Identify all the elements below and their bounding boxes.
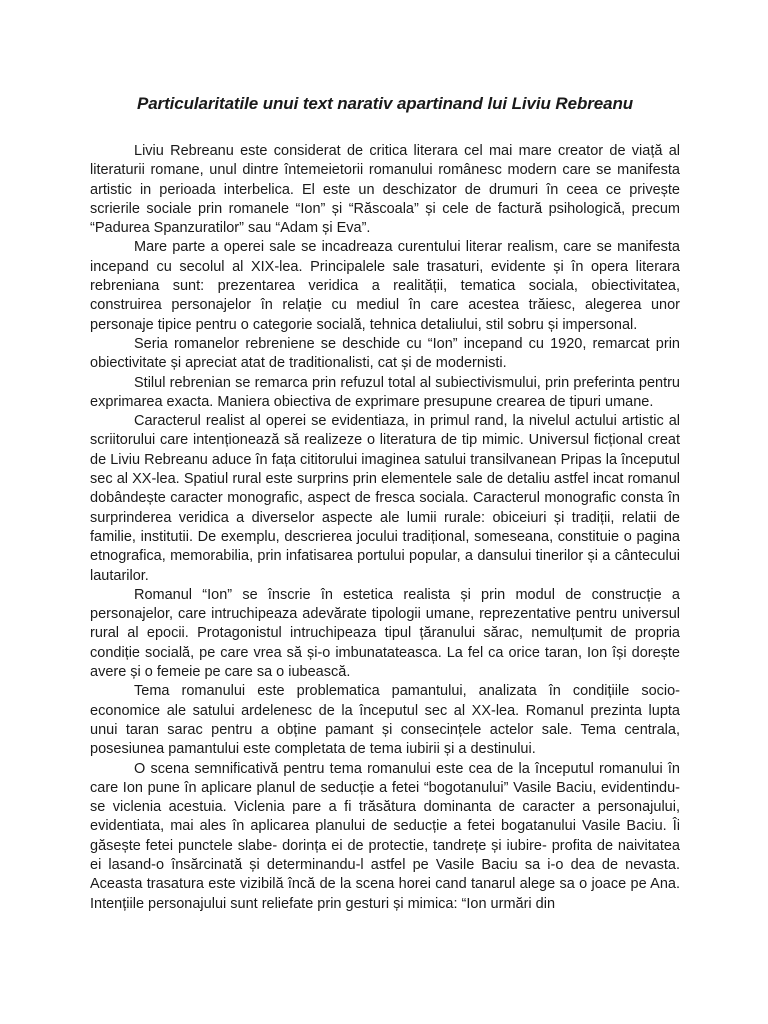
- paragraph: Mare parte a operei sale se incadreaza curentului literar realism, care se manifesta incepand cu secolul al XIX-lea. Principalele sale trasaturi, evidente și în opera literara rebreniana sunt: prezentarea veridica a realității, tematica sociala, obiectivitatea, construirea personajelor în relație cu mediul în care acestea trăiesc, alegerea unor personaje tipice pentru o categorie socială, tehnica detaliului, stil sobru și impersonal.: [90, 239, 680, 333]
- paragraph: Liviu Rebreanu este considerat de critica literara cel mai mare creator de viață al literaturii romane, unul dintre întemeietorii romanului românesc modern care se manifesta artistic in perioada interbelica. El este un deschizator de drumuri în ceea ce privește scrierile sociale prin romanele “Ion” și “Răscoala” și cele de factură psihologică, precum “Padurea Spanzuratilor” sau “Adam și Eva”.: [90, 143, 680, 237]
- document-title: Particularitatile unui text narativ apartinand lui Liviu Rebreanu: [136, 94, 634, 113]
- paragraph: Romanul “Ion” se înscrie în estetica realista și prin modul de construcție a personajelor, care intruchipeaza adevărate tipologii umane, reprezentative pentru universul rural al epocii. Protagonistul intruchipeaza tipul țăranului sărac, nemulțumit de propria condiție socială, pe care vrea să și-o imbunatateasca. La fel ca orice taran, Ion își dorește avere și o femeie pe care sa o iubească.: [90, 586, 680, 681]
- paragraph: Stilul rebrenian se remarca prin refuzul total al subiectivismului, prin preferinta pentru exprimarea exacta. Maniera obiectiva de exprimare presupune crearea de tipuri umane.: [90, 374, 680, 410]
- paragraph: Tema romanului este problematica pamantului, analizata în condițiile socio-economice ale satului ardelenesc de la începutul sec al XX-lea. Romanul prezinta lupta unui taran sarac pentru a obține pamant și consecințele actelor sale. Tema centrala, posesiunea pamantului este completata de tema iubirii și a destinului.: [90, 683, 680, 758]
- paragraph: Seria romanelor rebreniene se deschide cu “Ion” incepand cu 1920, remarcat prin obiectivitate și apreciat atat de traditionalisti, cat și de modernisti.: [90, 335, 680, 372]
- paragraph: O scena semnificativă pentru tema romanului este cea de la începutul romanului în care Ion pune în aplicare planul de seducție a fetei “bogotanului” Vasile Baciu, evidentindu-se viclenia acestuia. Viclenia pare a fi trăsătura dominanta de caracter a personajului, evidentiata, mai ales în aplicarea planului de seducție a fetei bogatanului Vasile Baciu. Îi găsește fetei punctele slabe- dorința ei de protectie, tandrețe și iubire- profita de naivitatea ei lasand-o însărcinată și determinandu-l astfel pe Vasile Baciu sa i-o dea de nevasta. Aceasta trasatura este vizibilă încă de la scena horei cand tanarul alege sa o joace pe Ana. Intențiile personajului sunt reliefate prin gesturi și mimica: “Ion urmări din: [90, 760, 680, 912]
- document-body: [90, 142, 680, 914]
- paragraph: Caracterul realist al operei se evidentiaza, in primul rand, la nivelul actului artistic al scriitorului care intenționează să realizeze o literatura de tip mimic. Universul ficțional creat de Liviu Rebreanu aduce în fața cititorului imaginea satului transilvanean Pripas la începutul sec al XX-lea. Spatiul rural este surprins prin elementele sale de detaliu astfel incat romanul dobândește caracter monografic, aspect de fresca sociala. Caracterul monografic consta în surprinderea veridica a diverselor aspecte ale lumii rurale: obiceiuri și tradiții, relatii de familie, institutii. De exemplu, descrierea jocului tradițional, someseana, constituie o pagina etnografica, memorabilia, prin infatisarea portului popular, a dansului tinerilor și a cântecului lautarilor.: [90, 413, 680, 584]
